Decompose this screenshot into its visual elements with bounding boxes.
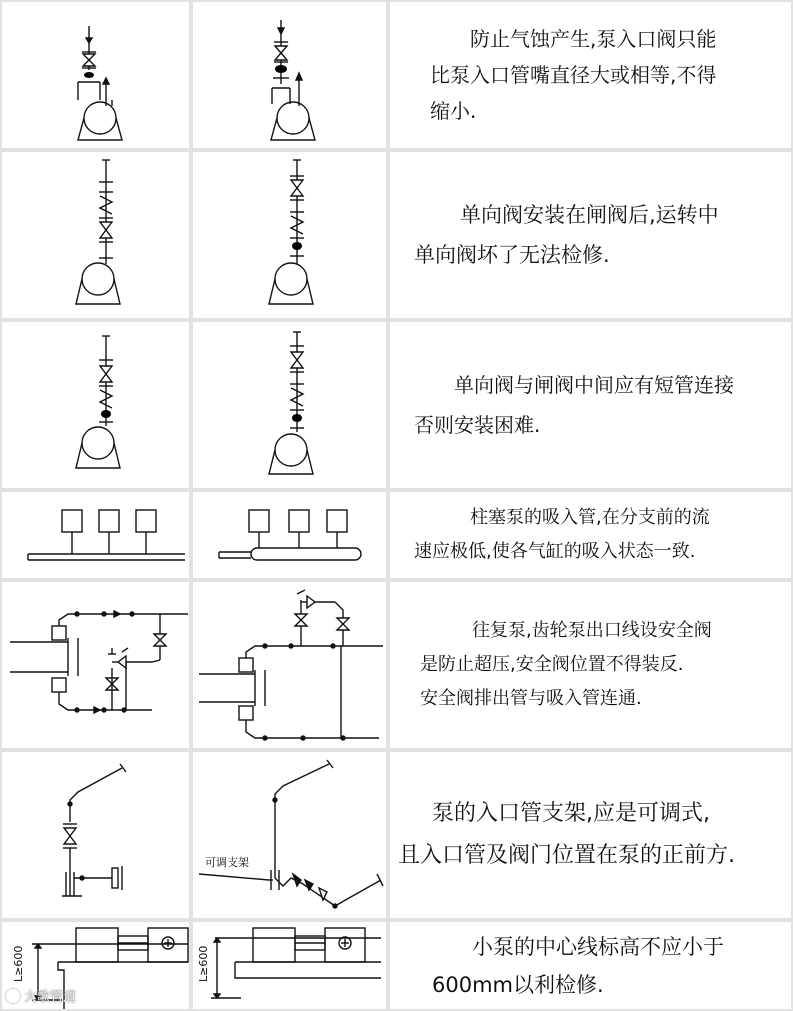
row6-note-line2: 且入口管及阀门位置在泵的正前方. [398,843,735,868]
row2-note-line1: 单向阀安装在闸阀后,运转中 [460,203,719,227]
row4-note-line1: 柱塞泵的吸入管,在分支前的流 [470,507,710,528]
row7-note-line2: 600mm以利检修. [432,972,604,997]
row4-diagram-a [2,492,189,578]
row3-note [390,322,791,488]
row7-note [390,922,791,1009]
watermark [6,986,76,1005]
row7-note-line1: 小泵的中心线标高不应小于 [472,934,724,959]
row1-note-line3: 缩小. [430,99,477,123]
dim-label-right: L≥600 [197,945,210,982]
row1-note [390,2,791,148]
row6-note-line1: 泵的入口管支架,应是可调式, [432,801,710,826]
row7-diagram-b [193,922,386,1009]
row1-note-line1: 防止气蚀产生,泵入口阀只能 [470,27,717,51]
row4-diagram-b [193,492,386,578]
row2-note [390,152,791,318]
row6-diagram-a [2,752,189,918]
row1-diagram-b [193,2,386,148]
watermark-text: 大歌管道 [24,990,77,1005]
row6-note [390,752,791,918]
row1-note-line2: 比泵入口管嘴直径大或相等,不得 [430,63,717,87]
row5-note-line2: 是防止超压,安全阀位置不得装反. [420,654,684,675]
row1-diagram-a [2,2,189,148]
row3-note-line1: 单向阀与闸阀中间应有短管连接 [454,373,734,397]
row2-diagram-b [193,152,386,318]
row6-diagram-b [193,752,386,918]
row2-note-line2: 单向阀坏了无法检修. [414,243,610,267]
adjustable-support-label: 可调支架 [205,856,249,869]
row5-note [390,582,791,748]
row3-diagram-b [193,322,386,488]
row4-note [390,492,791,578]
row5-diagram-b [193,582,386,748]
row5-note-line1: 往复泵,齿轮泵出口线设安全阀 [472,620,712,641]
row4-note-line2: 速应极低,使各气缸的吸入状态一致. [414,541,696,562]
row5-note-line3: 安全阀排出管与吸入管连通. [420,688,642,709]
row3-diagram-a [2,322,189,488]
row3-note-line2: 否则安装困难. [414,413,541,437]
watermark-logo-icon [6,989,20,1003]
row5-diagram-a [2,582,189,748]
row2-diagram-a [2,152,189,318]
dim-label-left: L≥600 [12,945,25,982]
